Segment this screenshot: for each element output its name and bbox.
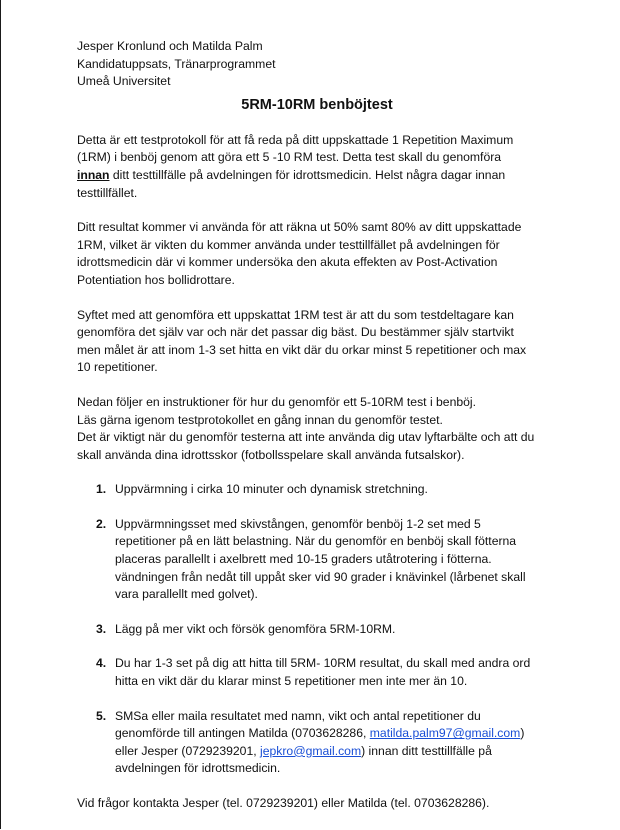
steps-list bbox=[77, 481, 557, 778]
contact-line: Vid frågor kontakta Jesper (tel. 0729239201) eller Matilda (tel. 0703628286). bbox=[77, 796, 490, 810]
step-2-line-2: repetitioner på en lätt belastning. När du genomför en benböj skall fötterna bbox=[115, 534, 517, 549]
intro-line-2: (1RM) i benböj genom att göra ett 5 -10 RM test. Detta test skall du genomföra bbox=[77, 150, 502, 165]
step-5-line-2 bbox=[115, 725, 557, 743]
result-paragraph bbox=[77, 219, 557, 289]
matilda-email-link[interactable]: matilda.palm97@gmail.com bbox=[369, 726, 521, 741]
step-item-3 bbox=[77, 621, 557, 639]
step-5-line-2-pre: genomförde till antingen Matilda (0703628286, bbox=[115, 726, 370, 741]
instructions-line-2: Läs gärna igenom testprotokollet en gång innan du genomför testet. bbox=[77, 412, 443, 427]
instructions-line-4: skall använda dina idrottsskor (fotbollsspelare skall använda futsalskor). bbox=[77, 447, 465, 462]
result-line-1: Ditt resultat kommer vi använda för att räkna ut 50% samt 80% av ditt uppskattade bbox=[77, 220, 522, 235]
step-4-line-2: hitta en vikt där du klarar minst 5 repetitioner men inte mer än 10. bbox=[115, 674, 468, 689]
step-4-line-1: Du har 1-3 set på dig att hitta till 5RM- 10RM resultat, du skall med andra ord bbox=[115, 656, 531, 671]
instructions-line-3: Det är viktigt när du genomför testerna att inte använda dig utav lyftarbälte och att du bbox=[77, 430, 535, 445]
emphasis-innan: innan bbox=[77, 167, 110, 182]
step-item-1 bbox=[77, 481, 557, 499]
purpose-line-1: Syftet med att genomföra ett uppskattat 1RM test är att du som testdeltagare kan bbox=[77, 307, 514, 322]
document-page bbox=[77, 38, 557, 830]
step-5-line-3-post: ) innan ditt testtillfälle på bbox=[361, 743, 492, 758]
result-line-3: idrottsmedicin där vi kommer undersöka den akuta effekten av Post-Activation bbox=[77, 255, 498, 270]
step-number: 5. bbox=[96, 708, 107, 723]
step-number: 3. bbox=[96, 621, 107, 636]
step-item-4 bbox=[77, 655, 557, 690]
step-number: 4. bbox=[96, 656, 107, 671]
step-2-line-5: vara parallellt med golvet). bbox=[115, 587, 258, 602]
step-5-line-2-post: ) bbox=[520, 726, 525, 741]
intro-line-3 bbox=[77, 167, 557, 185]
step-2-line-1: Uppvärmningsset med skivstången, genomför benböj 1-2 set med 5 bbox=[115, 516, 481, 531]
result-line-4: Potentiation hos bollidrottare. bbox=[77, 272, 235, 287]
step-1-line-1: Uppvärmning i cirka 10 minuter och dynamisk stretchning. bbox=[115, 482, 428, 497]
step-5-line-3-pre: eller Jesper (0729239201, bbox=[115, 743, 260, 758]
document-title: 5RM-10RM benböjtest bbox=[241, 96, 393, 113]
page-left-border bbox=[0, 0, 1, 829]
jesper-email-link[interactable]: jepkro@gmail.com bbox=[260, 743, 362, 758]
university-line: Umeå Universitet bbox=[77, 74, 171, 89]
step-number: 2. bbox=[96, 516, 107, 531]
document-header bbox=[77, 38, 557, 91]
purpose-line-4: 10 repetitioner. bbox=[77, 360, 158, 375]
step-2-line-4: vändningen från nedåt till uppåt sker vid 90 grader i knävinkel (lårbenet skall bbox=[115, 569, 526, 584]
authors-line: Jesper Kronlund och Matilda Palm bbox=[77, 39, 263, 53]
intro-line-3-rest: ditt testtillfälle på avdelningen för idrottsmedicin. Helst några dagar innan bbox=[109, 167, 506, 182]
program-line: Kandidatuppsats, Tränarprogrammet bbox=[77, 56, 276, 71]
purpose-line-2: genomföra det själv var och när det passar dig bäst. Du bestämmer själv startvikt bbox=[77, 325, 514, 340]
instructions-line-1: Nedan följer en instruktioner för hur du genomför ett 5-10RM test i benböj. bbox=[77, 394, 477, 409]
step-item-5 bbox=[77, 708, 557, 778]
step-3-line-1: Lägg på mer vikt och försök genomföra 5RM-10RM. bbox=[115, 621, 396, 636]
step-2-line-3: placeras parallellt i axelbrett med 10-15 graders utåtrotering i fötterna. bbox=[115, 552, 492, 567]
step-item-2 bbox=[77, 516, 557, 604]
step-5-line-3 bbox=[115, 743, 557, 761]
instructions-paragraph bbox=[77, 394, 557, 464]
step-5-line-4: avdelningen för idrottsmedicin. bbox=[115, 761, 281, 776]
intro-line-4: testtillfället. bbox=[77, 185, 138, 200]
purpose-paragraph bbox=[77, 307, 557, 377]
result-line-2: 1RM, vilket är vikten du kommer använda under testtillfället på avdelningen för bbox=[77, 237, 500, 252]
step-number: 1. bbox=[96, 482, 107, 497]
intro-paragraph bbox=[77, 132, 557, 202]
intro-line-1: Detta är ett testprotokoll för att få reda på ditt uppskattade 1 Repetition Maximum bbox=[77, 132, 514, 147]
purpose-line-3: men målet är att inom 1-3 set hitta en vikt där du orkar minst 5 repetitioner och max bbox=[77, 342, 527, 357]
step-5-line-1: SMSa eller maila resultatet med namn, vikt och antal repetitioner du bbox=[115, 708, 481, 723]
